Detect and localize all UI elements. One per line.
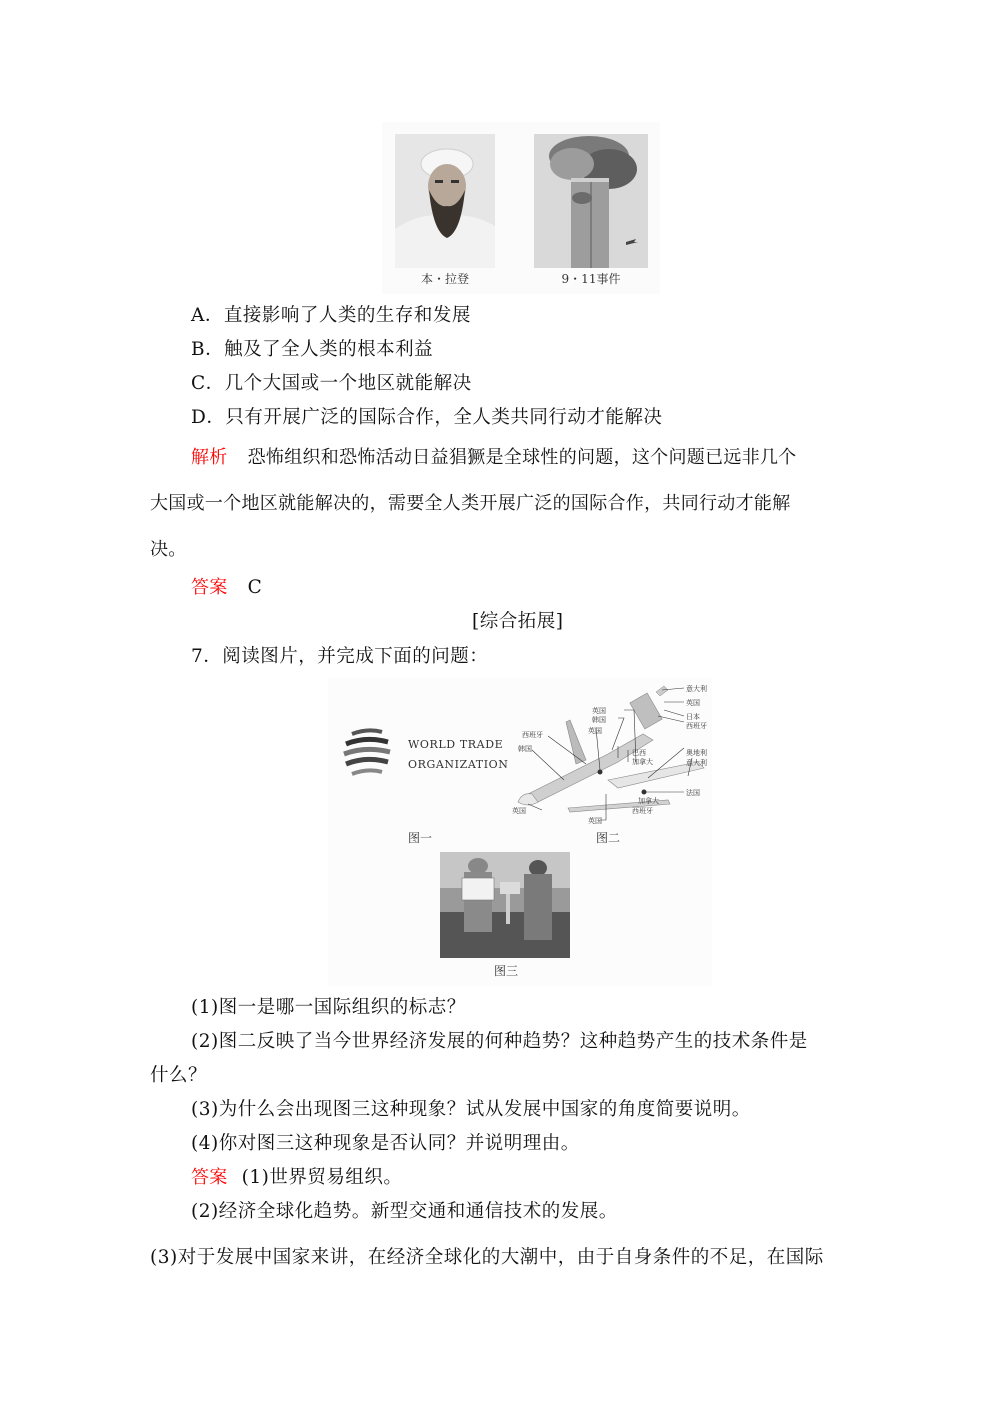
answer-label: 答案	[191, 577, 228, 598]
plane-label: 韩国	[592, 716, 606, 724]
sub-question-4: (4)你对图三这种现象是否认同？并说明理由。	[191, 1133, 580, 1154]
option-letter: A．	[191, 305, 224, 326]
option-text: 只有开展广泛的国际合作，全人类共同行动才能解决	[225, 407, 663, 428]
option-text: 几个大国或一个地区就能解决	[224, 373, 472, 394]
plane-label: 巴西	[632, 749, 646, 757]
option-c	[191, 372, 472, 396]
option-d	[191, 406, 662, 430]
top-figure	[382, 122, 660, 294]
sub-question-3: (3)为什么会出现图三这种现象？试从发展中国家的角度简要说明。	[191, 1099, 751, 1120]
fig2-label: 图二	[596, 831, 621, 845]
answer-line	[191, 576, 262, 600]
question7-stem: 7．阅读图片，并完成下面的问题：	[191, 646, 489, 667]
analysis-label: 解析	[191, 447, 228, 468]
wto-name-line2: ORGANIZATION	[408, 758, 509, 771]
analysis-line-3	[150, 538, 187, 562]
wto-name-line1: WORLD TRADE	[408, 738, 504, 751]
sub-question-1: (1)图一是哪一国际组织的标志？	[191, 997, 466, 1018]
plane-label: 英国	[588, 727, 602, 735]
fig3-label: 图三	[494, 964, 519, 978]
plane-label: 意大利	[686, 685, 707, 693]
wto-globe-icon	[338, 724, 394, 780]
analysis-line-1	[191, 446, 797, 470]
plane-label: 加拿大	[632, 758, 653, 766]
plane-label: 英国	[686, 699, 700, 707]
plane-label: 英国	[512, 807, 526, 815]
wto-logo	[338, 724, 508, 784]
option-letter: C．	[191, 373, 225, 394]
plane-label: 韩国	[518, 745, 532, 753]
answer7-line-2: (2)经济全球化趋势。新型交通和通信技术的发展。	[191, 1201, 618, 1222]
plane-label: 英国	[588, 817, 602, 825]
plane-label: 日本	[686, 713, 700, 721]
plane-label: 西班牙	[632, 807, 653, 815]
plane-label: 英国	[592, 707, 606, 715]
option-a	[191, 304, 471, 328]
option-text: 直接影响了人类的生存和发展	[223, 305, 471, 326]
answer7-text: (1)世界贸易组织。	[241, 1167, 403, 1188]
plane-label: 奥地利	[686, 749, 707, 757]
option-letter: D．	[191, 407, 226, 428]
protest-photo	[440, 852, 570, 958]
analysis-text: 决。	[150, 539, 187, 560]
wtc-caption: 9・11事件	[561, 272, 621, 286]
portrait-photo	[395, 134, 495, 268]
answer7-line-3: (3)对于发展中国家来讲，在经济全球化的大潮中，由于自身条件的不足，在国际	[150, 1247, 824, 1268]
option-letter: B．	[191, 339, 225, 360]
answer7-line-1	[191, 1166, 402, 1190]
section-heading: [综合拓展]	[472, 611, 564, 632]
sub-question-2: (2)图二反映了当今世界经济发展的何种趋势？这种趋势产生的技术条件是	[191, 1031, 808, 1052]
option-text: 触及了全人类的根本利益	[224, 339, 434, 360]
answer7-label: 答案	[191, 1167, 228, 1188]
plane-label: 意大利	[686, 759, 707, 767]
sub-question-2-cont: 什么？	[150, 1065, 208, 1086]
answer-value: C	[247, 577, 263, 598]
plane-label: 西班牙	[522, 731, 543, 739]
question7-figure	[328, 678, 712, 986]
wtc-photo	[534, 134, 648, 268]
plane-label: 西班牙	[686, 722, 707, 730]
fig1-label: 图一	[408, 831, 433, 845]
plane-label: 法国	[686, 789, 700, 797]
portrait-caption: 本・拉登	[420, 272, 469, 286]
plane-label: 加拿大	[638, 797, 659, 805]
option-b	[191, 338, 433, 362]
analysis-text: 大国或一个地区就能解决的，需要全人类开展广泛的国际合作，共同行动才能解	[150, 493, 791, 514]
analysis-text: 恐怖组织和恐怖活动日益猖獗是全球性的问题，这个问题已远非几个	[247, 447, 797, 468]
analysis-line-2	[150, 492, 791, 516]
plane-diagram	[508, 682, 712, 826]
